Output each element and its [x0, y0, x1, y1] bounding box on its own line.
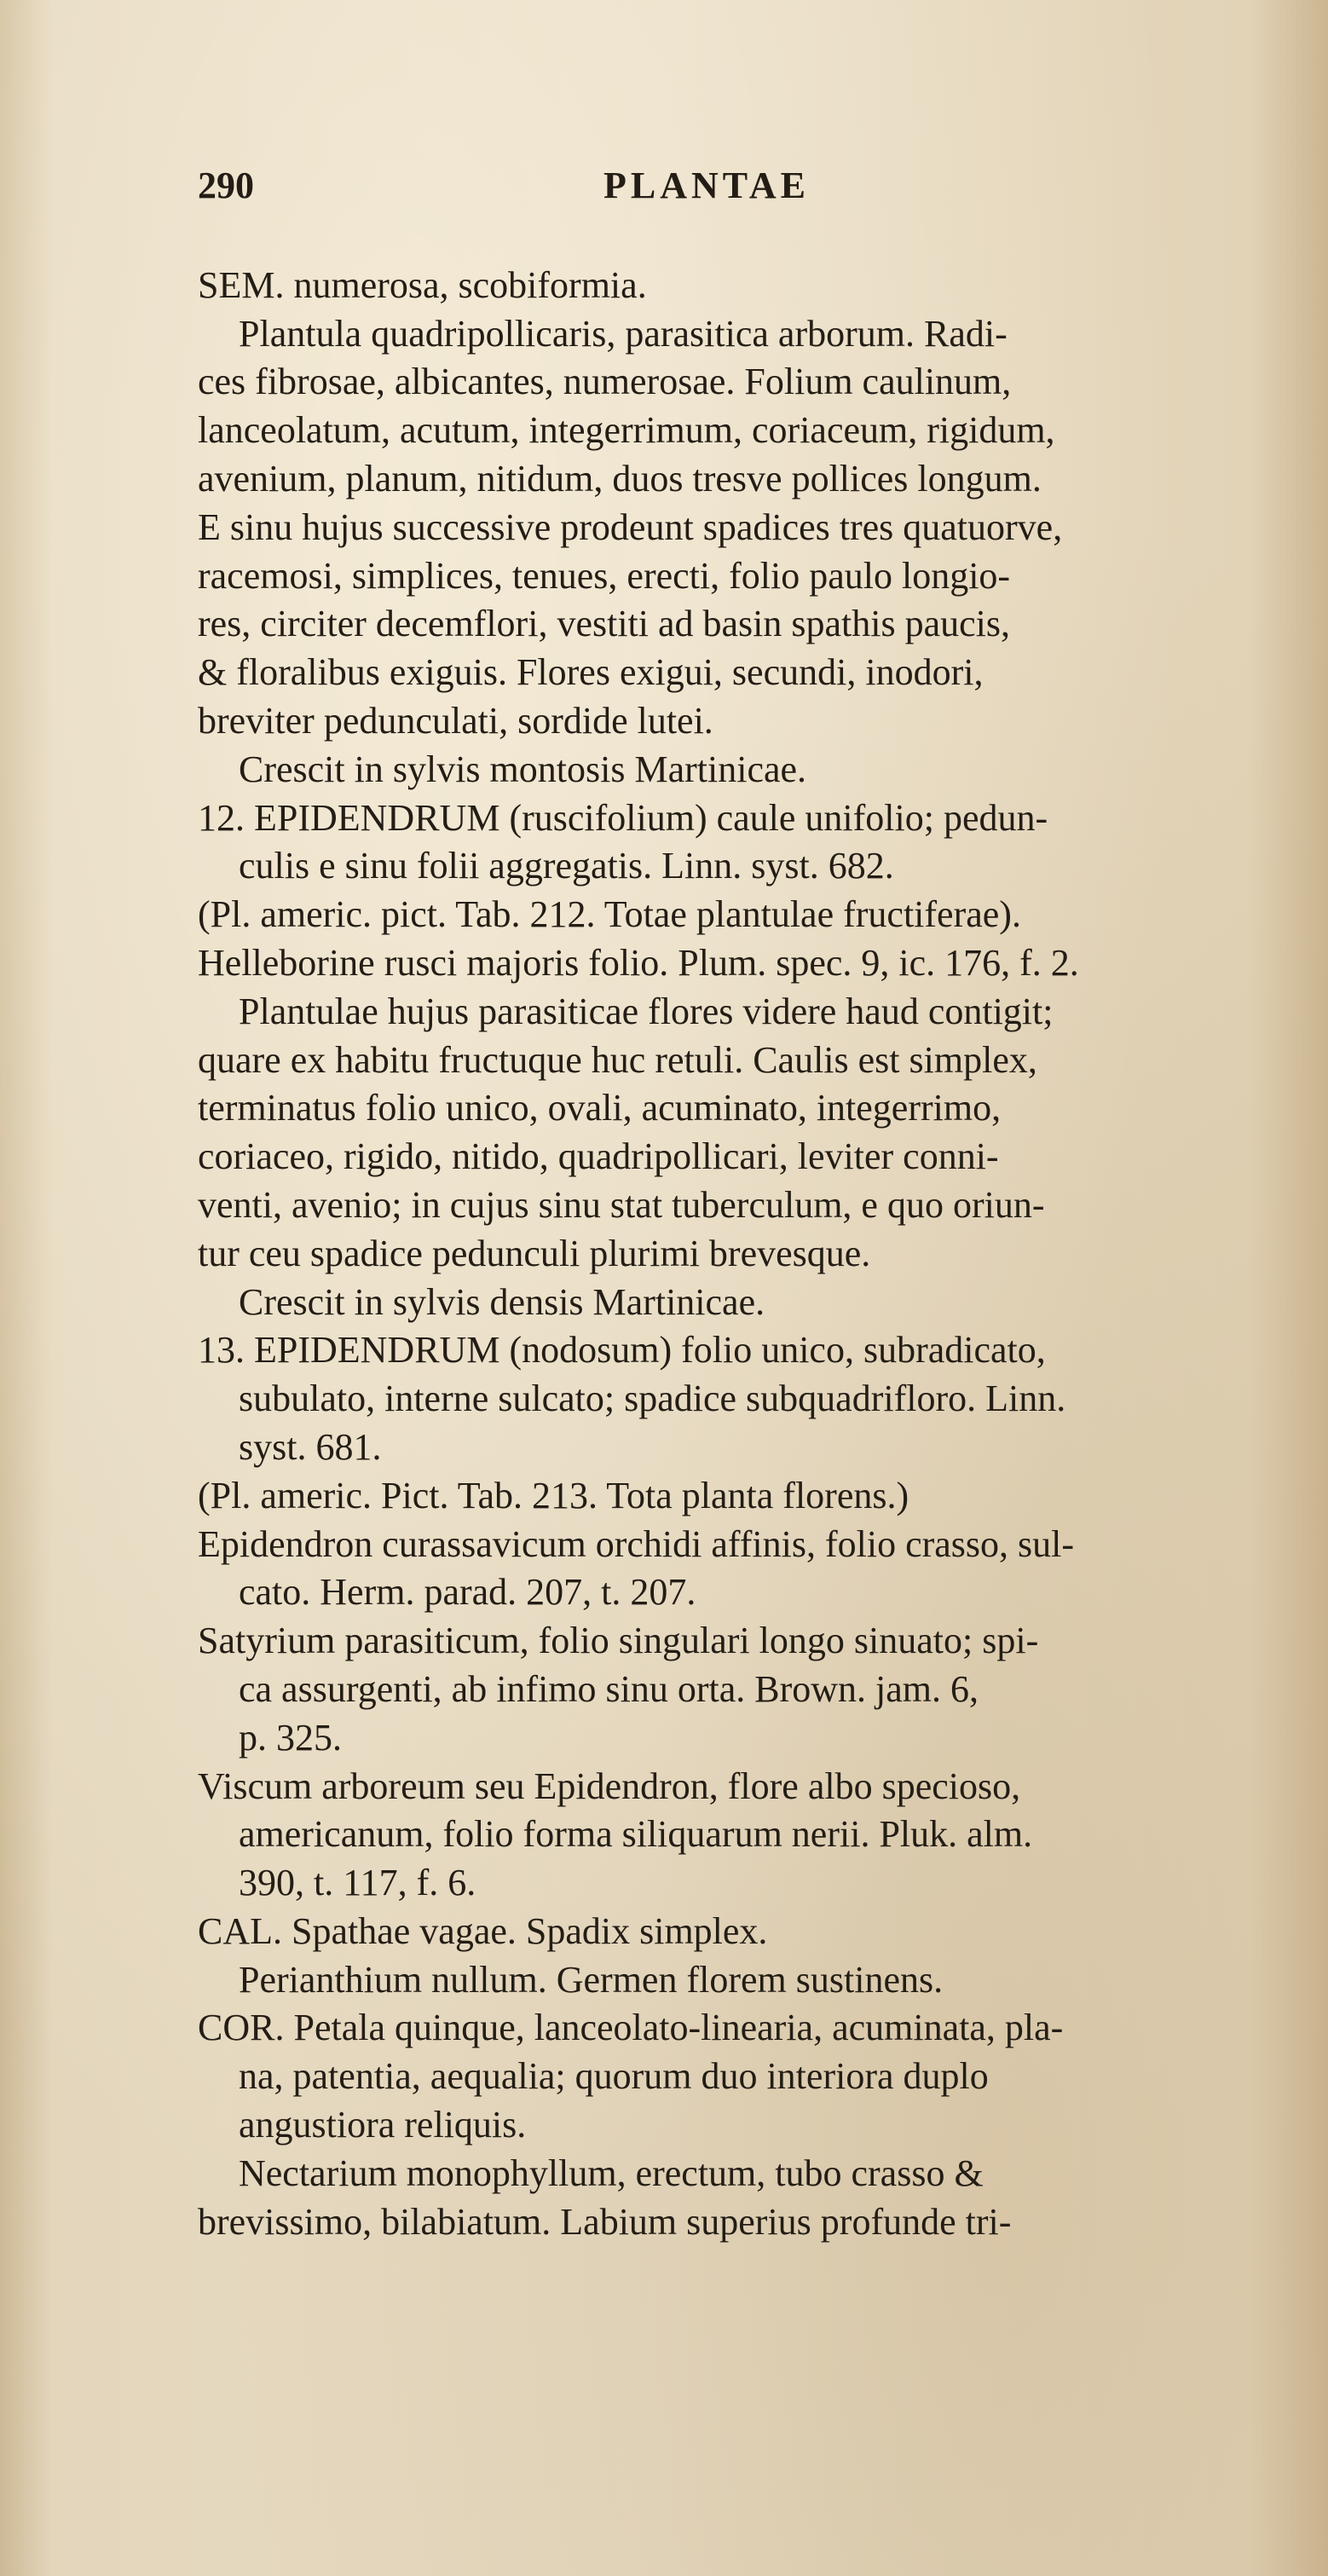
text-line: Helleborine rusci majoris folio. Plum. spec. 9, ic. 176, f. 2. [198, 941, 1079, 984]
text-line: Plantulae hujus parasiticae flores videre haud contigit; [239, 990, 1054, 1032]
text-line: Plantula quadripollicaris, parasitica arborum. Radi- [239, 312, 1008, 355]
text-line: terminatus folio unico, ovali, acuminato, integerrimo, [198, 1087, 1002, 1129]
text-line: cato. Herm. parad. 207, t. 207. [239, 1571, 696, 1614]
text-line: avenium, planum, nitidum, duos tresve pollices longum. [198, 457, 1042, 500]
text-line: angustiora reliquis. [239, 2104, 527, 2146]
page-header [198, 162, 1306, 211]
text-line: ca assurgenti, ab infimo sinu orta. Brown. jam. 6, [239, 1667, 979, 1710]
page-number: 290 [198, 165, 254, 206]
text-line: res, circiter decemflori, vestiti ad basin spathis paucis, [198, 603, 1011, 645]
text-line: CAL. Spathae vagae. Spadix simplex. [198, 1909, 768, 1952]
text-line: quare ex habitu fructuque huc retuli. Caulis est simplex, [198, 1038, 1037, 1081]
text-line: lanceolatum, acutum, integerrimum, coriaceum, rigidum, [198, 409, 1055, 452]
text-line: & floralibus exiguis. Flores exigui, secundi, inodori, [198, 651, 984, 694]
text-line: venti, avenio; in cujus sinu stat tuberculum, e quo oriun- [198, 1183, 1045, 1226]
text-line: Epidendron curassavicum orchidi affinis, folio crasso, sul- [198, 1522, 1075, 1565]
text-line: COR. Petala quinque, lanceolato-linearia, acuminata, pla- [198, 2007, 1064, 2049]
text-line: culis e sinu folii aggregatis. Linn. syst. 682. [239, 845, 894, 887]
text-line: 390, t. 117, f. 6. [239, 1862, 476, 1904]
text-line: Satyrium parasiticum, folio singulari longo sinuato; spi- [198, 1620, 1039, 1662]
text-line: ces fibrosae, albicantes, numerosae. Folium caulinum, [198, 361, 1012, 403]
text-line: subulato, interne sulcato; spadice subquadrifloro. Linn. [239, 1378, 1066, 1420]
text-line: Crescit in sylvis montosis Martinicae. [239, 748, 807, 790]
text-line: coriaceo, rigido, nitido, quadripollicari, leviter conni- [198, 1135, 999, 1178]
running-head: PLANTAE [603, 165, 810, 206]
text-line: americanum, folio forma siliquarum nerii. Pluk. alm. [239, 1813, 1033, 1856]
entry-heading: 12. EPIDENDRUM (ruscifolium) caule unifolio; pedun- [198, 796, 1048, 839]
text-line: syst. 681. [239, 1425, 382, 1468]
text-line: Crescit in sylvis densis Martinicae. [239, 1280, 765, 1323]
text-line: na, patentia, aequalia; quorum duo interiora duplo [239, 2055, 989, 2098]
text-line: Nectarium monophyllum, erectum, tubo crasso & [239, 2151, 984, 2194]
page-text [198, 162, 1306, 2246]
text-line: racemosi, simplices, tenues, erecti, folio paulo longio- [198, 554, 1011, 597]
header-spacer [198, 211, 1306, 262]
text-line: brevissimo, bilabiatum. Labium superius profunde tri- [198, 2200, 1012, 2243]
text-line: (Pl. americ. Pict. Tab. 213. Tota planta florens.) [198, 1474, 909, 1516]
text-line: (Pl. americ. pict. Tab. 212. Totae plantulae fructiferae). [198, 893, 1021, 936]
text-line: tur ceu spadice pedunculi plurimi brevesque. [198, 1232, 871, 1274]
entry-heading: 13. EPIDENDRUM (nodosum) folio unico, subradicato, [198, 1329, 1046, 1372]
text-line: p. 325. [239, 1716, 342, 1759]
text-line: SEM. numerosa, scobiformia. [198, 263, 647, 306]
text-line: Perianthium nullum. Germen florem sustinens. [239, 1958, 944, 2001]
text-line: E sinu hujus successive prodeunt spadices tres quatuorve, [198, 505, 1063, 548]
text-line: breviter pedunculati, sordide lutei. [198, 699, 713, 742]
text-line: Viscum arboreum seu Epidendron, flore albo specioso, [198, 1765, 1021, 1807]
